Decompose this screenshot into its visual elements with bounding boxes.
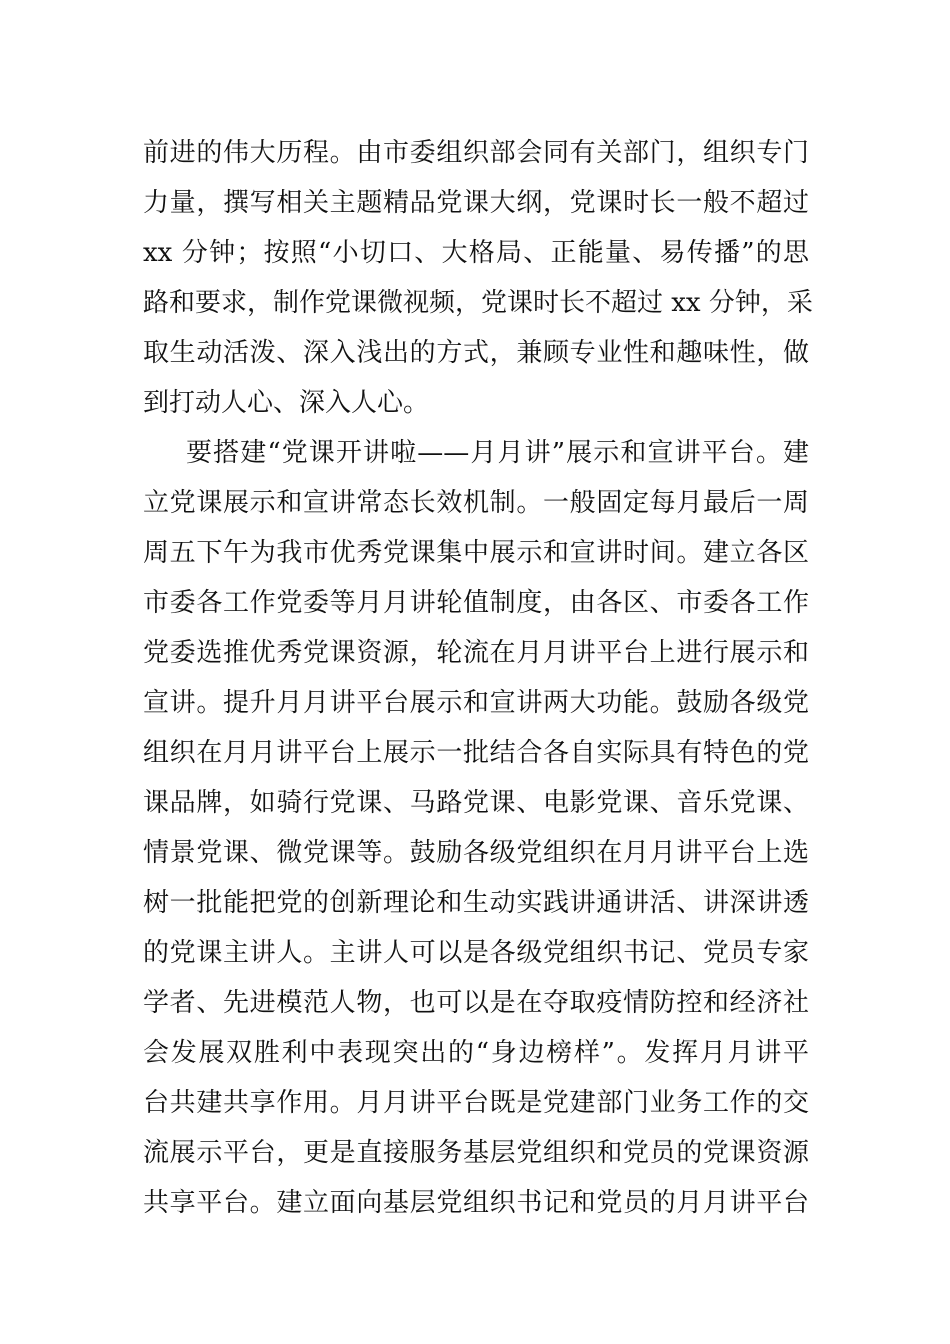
- text-line: 取生动活泼、深入浅出的方式，兼顾专业性和趣味性，做: [143, 338, 809, 368]
- text-line: 立党课展示和宣讲常态长效机制。一般固定每月最后一周: [143, 488, 809, 518]
- text-line: 力量，撰写相关主题精品党课大纲，党课时长一般不超过: [143, 188, 809, 218]
- text-line: 到打动人心、深入人心。: [143, 388, 430, 418]
- text-line: 共享平台。建立面向基层党组织书记和党员的月月讲平台: [143, 1188, 809, 1218]
- text-line: 会发展双胜利中表现突出的“身边榜样”。发挥月月讲平: [143, 1038, 809, 1068]
- text-line: 课品牌，如骑行党课、马路党课、电影党课、音乐党课、: [143, 788, 809, 818]
- text-line: 组织在月月讲平台上展示一批结合各自实际具有特色的党: [143, 738, 809, 768]
- text-line: 党委选推优秀党课资源，轮流在月月讲平台上进行展示和: [143, 638, 809, 668]
- text-line: 台共建共享作用。月月讲平台既是党建部门业务工作的交: [143, 1088, 809, 1118]
- text-line: 宣讲。提升月月讲平台展示和宣讲两大功能。鼓励各级党: [143, 688, 809, 718]
- text-line: 路和要求，制作党课微视频，党课时长不超过 xx 分钟，采: [143, 288, 813, 318]
- text-line: xx 分钟；按照“小切口、大格局、正能量、易传播”的思: [143, 238, 809, 268]
- text-line: 流展示平台，更是直接服务基层党组织和党员的党课资源: [143, 1138, 809, 1168]
- text-line: 的党课主讲人。主讲人可以是各级党组织书记、党员专家: [143, 938, 809, 968]
- text-line: 市委各工作党委等月月讲轮值制度，由各区、市委各工作: [143, 588, 809, 618]
- document-body: [143, 128, 813, 1228]
- text-line: 情景党课、微党课等。鼓励各级党组织在月月讲平台上选: [143, 838, 809, 868]
- text-line: 周五下午为我市优秀党课集中展示和宣讲时间。建立各区: [143, 538, 809, 568]
- paragraph-first-line: 要搭建“党课开讲啦——月月讲”展示和宣讲平台。建: [186, 438, 809, 468]
- text-line: 前进的伟大历程。由市委组织部会同有关部门，组织专门: [143, 138, 809, 168]
- text-line: 学者、先进模范人物，也可以是在夺取疫情防控和经济社: [143, 988, 809, 1018]
- text-line: 树一批能把党的创新理论和生动实践讲通讲活、讲深讲透: [143, 888, 809, 918]
